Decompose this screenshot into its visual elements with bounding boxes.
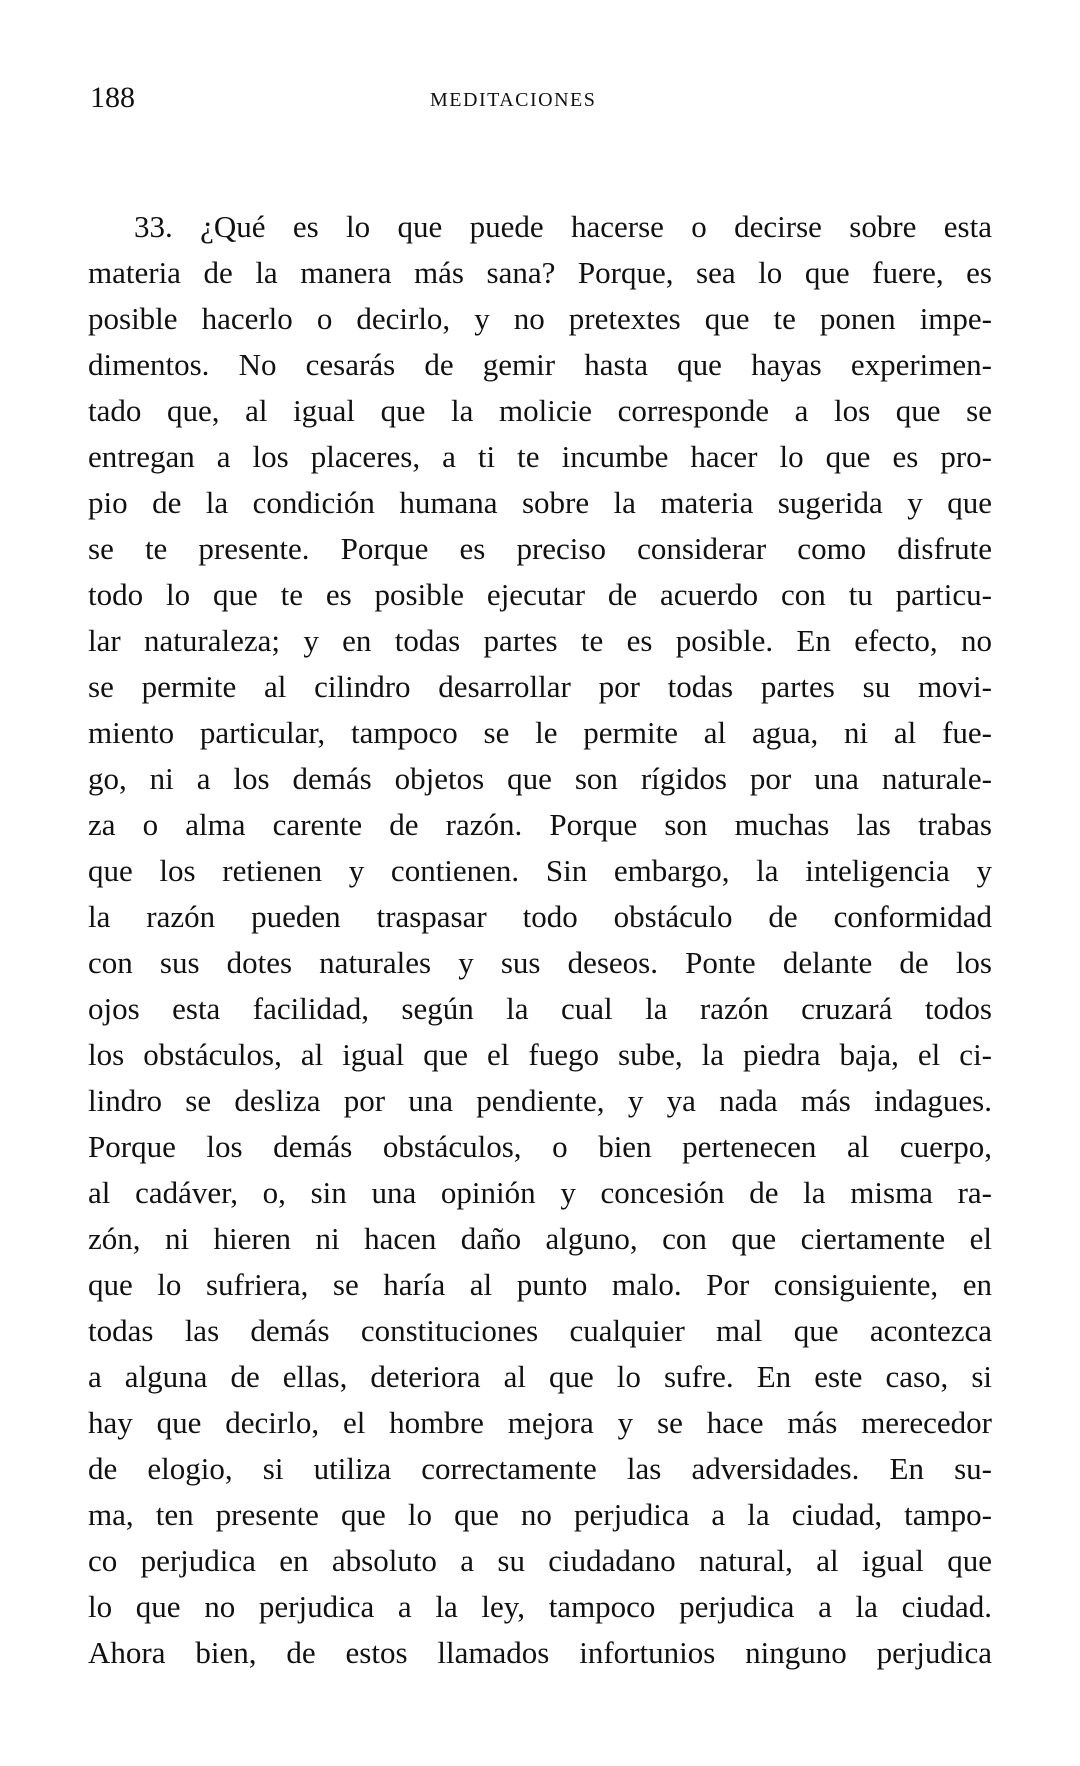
text-line: entregan a los placeres, a ti te incumbe hacer lo que es pro- [88, 439, 992, 474]
text-line: que los retienen y contienen. Sin embargo, la inteligencia y [88, 853, 992, 888]
text-line: Porque los demás obstáculos, o bien pertenecen al cuerpo, [88, 1129, 992, 1164]
running-head [90, 78, 990, 118]
text-line: 33. ¿Qué es lo que puede hacerse o decirse sobre esta [134, 209, 992, 244]
text-line: a alguna de ellas, deteriora al que lo sufre. En este caso, si [88, 1359, 992, 1394]
text-line: posible hacerlo o decirlo, y no pretextes que te ponen impe- [88, 301, 992, 336]
text-line: za o alma carente de razón. Porque son muchas las trabas [88, 807, 992, 842]
text-line: los obstáculos, al igual que el fuego sube, la piedra baja, el ci- [88, 1037, 992, 1072]
page-number: 188 [90, 81, 135, 114]
paragraph-33 [88, 204, 992, 1676]
text-line: todas las demás constituciones cualquier mal que acontezca [88, 1313, 992, 1348]
text-line: de elogio, si utiliza correctamente las adversidades. En su- [88, 1451, 992, 1486]
text-line: co perjudica en absoluto a su ciudadano natural, al igual que [88, 1543, 992, 1578]
text-line: al cadáver, o, sin una opinión y concesión de la misma ra- [88, 1175, 992, 1210]
text-line: dimentos. No cesarás de gemir hasta que hayas experimen- [88, 347, 992, 382]
text-line: lindro se desliza por una pendiente, y ya nada más indagues. [88, 1083, 992, 1118]
text-line: se permite al cilindro desarrollar por todas partes su movi- [88, 669, 992, 704]
text-line: hay que decirlo, el hombre mejora y se hace más merecedor [88, 1405, 992, 1440]
text-line: zón, ni hieren ni hacen daño alguno, con que ciertamente el [88, 1221, 992, 1256]
text-line: ojos esta facilidad, según la cual la razón cruzará todos [88, 991, 992, 1026]
text-line: ma, ten presente que lo que no perjudica a la ciudad, tampo- [88, 1497, 992, 1532]
text-line: la razón pueden traspasar todo obstáculo de conformidad [88, 899, 992, 934]
text-line: lo que no perjudica a la ley, tampoco perjudica a la ciudad. [88, 1589, 992, 1624]
text-line: pio de la condición humana sobre la materia sugerida y que [88, 485, 992, 520]
text-line: lar naturaleza; y en todas partes te es posible. En efecto, no [88, 623, 992, 658]
text-line: Ahora bien, de estos llamados infortunios ninguno perjudica [88, 1635, 992, 1670]
text-line: con sus dotes naturales y sus deseos. Ponte delante de los [88, 945, 992, 980]
text-line: todo lo que te es posible ejecutar de acuerdo con tu particu- [88, 577, 992, 612]
text-line: se te presente. Porque es preciso considerar como disfrute [88, 531, 992, 566]
text-line: miento particular, tampoco se le permite al agua, ni al fue- [88, 715, 992, 750]
text-line: que lo sufriera, se haría al punto malo. Por consiguiente, en [88, 1267, 992, 1302]
running-title: MEDITACIONES [430, 89, 597, 111]
text-line: tado que, al igual que la molicie corresponde a los que se [88, 393, 992, 428]
text-line: materia de la manera más sana? Porque, sea lo que fuere, es [88, 255, 992, 290]
text-line: go, ni a los demás objetos que son rígidos por una naturale- [88, 761, 992, 796]
